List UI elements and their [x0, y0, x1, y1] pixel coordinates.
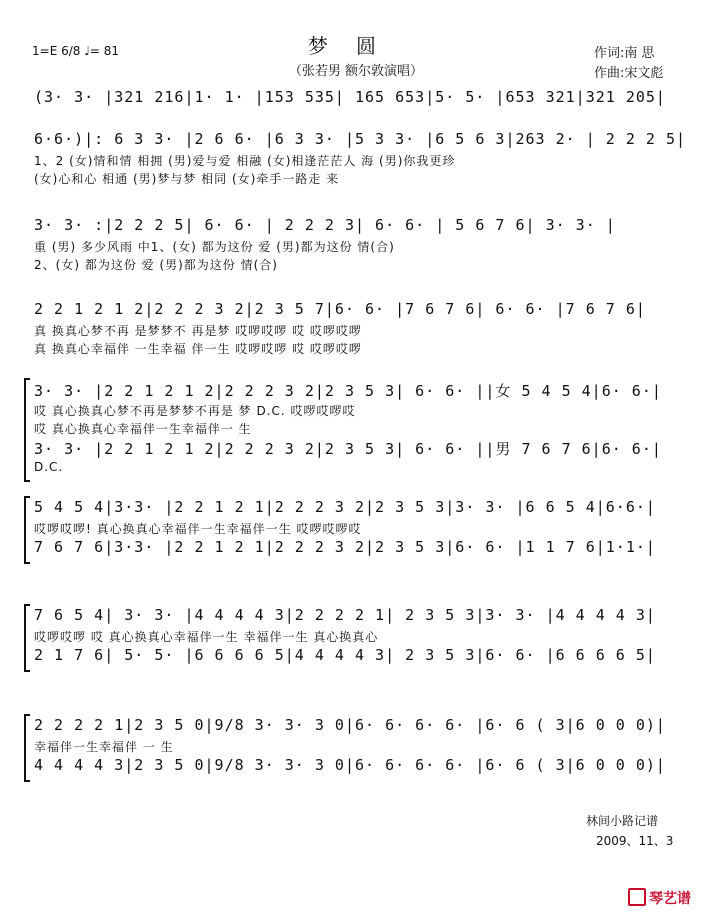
system-brace — [24, 604, 30, 672]
site-logo — [628, 888, 691, 908]
notation-line: 3· 3· |2 2 1 2 1 2|2 2 2 3 2|2 3 5 3| 6· 6· ||女 5 4 5 4|6· 6·| — [34, 382, 662, 400]
system-brace — [24, 496, 30, 564]
notation-line: 4 4 4 4 3|2 3 5 0|9/8 3· 3· 3 0|6· 6· 6· 6· |6· 6 ( 3|6 0 0 0)| — [34, 756, 666, 774]
system-brace — [24, 378, 30, 482]
notation-line: 2 2 2 2 1|2 3 5 0|9/8 3· 3· 3 0|6· 6· 6· 6· |6· 6 ( 3|6 0 0 0)| — [34, 716, 666, 734]
notation-line: 2 1 7 6| 5· 5· |6 6 6 6 5|4 4 4 4 3| 2 3 5 3|6· 6· |6 6 6 6 5| — [34, 646, 656, 664]
notation-line: 6·6·)|: 6 3 3· |2 6 6· |6 3 3· |5 3 3· |6 5 6 3|263 2· | 2 2 2 5| — [34, 130, 686, 148]
system-brace — [24, 714, 30, 782]
lyric-line: 真 换真心梦不再 是梦梦不 再是梦 哎啰哎啰 哎 哎啰哎啰 — [34, 324, 362, 338]
lyric-line: 1、2 (女)情和情 相拥 (男)爱与爱 相融 (女)相逢茫茫人 海 (男)你我更珍 — [34, 154, 456, 168]
lyric-line: 哎 真心换真心梦不再是梦梦不再是 梦 D.C. 哎啰哎啰哎 — [34, 404, 356, 418]
lyric-line: 幸福伴一生幸福伴 一 生 — [34, 740, 174, 754]
lyric-line: 哎啰哎啰! 真心换真心幸福伴一生幸福伴一生 哎啰哎啰哎 — [34, 522, 362, 536]
notation-line: (3· 3· |321 216|1· 1· |153 535| 165 653|5· 5· |653 321|321 205| — [34, 88, 666, 106]
lyricist-credit: 作词:南 思 — [594, 46, 655, 61]
notation-line: 3· 3· :|2 2 2 5| 6· 6· | 2 2 2 3| 6· 6· | 5 6 7 6| 3· 3· | — [34, 216, 616, 234]
key-signature: 1=E 6/8 ♩= 81 — [32, 44, 120, 58]
song-subtitle: （张若男 额尔敦演唱） — [288, 64, 424, 79]
notation-line: 2 2 1 2 1 2|2 2 2 3 2|2 3 5 7|6· 6· |7 6 7 6| 6· 6· |7 6 7 6| — [34, 300, 646, 318]
notation-line: 5 4 5 4|3·3· |2 2 1 2 1|2 2 2 3 2|2 3 5 3|3· 3· |6 6 5 4|6·6·| — [34, 498, 656, 516]
lyric-line: D.C. — [34, 460, 64, 474]
lyric-line: 哎 真心换真心幸福伴一生幸福伴一 生 — [34, 422, 252, 436]
notation-line: 7 6 7 6|3·3· |2 2 1 2 1|2 2 2 3 2|2 3 5 3|6· 6· |1 1 7 6|1·1·| — [34, 538, 656, 556]
lyric-line: 2、(女) 都为这份 爱 (男)都为这份 情(合) — [34, 258, 278, 272]
composer-credit: 作曲:宋文彪 — [594, 66, 664, 81]
transcription-date: 2009、11、3 — [596, 834, 674, 848]
logo-mark-icon — [628, 888, 646, 906]
lyric-line: 重 (男) 多少风雨 中1、(女) 都为这份 爱 (男)都为这份 情(合) — [34, 240, 395, 254]
lyric-line: 真 换真心幸福伴 一生幸福 伴一生 哎啰哎啰 哎 哎啰哎啰 — [34, 342, 362, 356]
notation-line: 7 6 5 4| 3· 3· |4 4 4 4 3|2 2 2 2 1| 2 3 5 3|3· 3· |4 4 4 4 3| — [34, 606, 656, 624]
song-title: 梦圆 — [308, 34, 404, 58]
lyric-line: 哎啰哎啰 哎 真心换真心幸福伴一生 幸福伴一生 真心换真心 — [34, 630, 379, 644]
logo-text: 琴艺谱 — [649, 891, 691, 907]
notation-line: 3· 3· |2 2 1 2 1 2|2 2 2 3 2|2 3 5 3| 6· 6· ||男 7 6 7 6|6· 6·| — [34, 440, 662, 458]
transcriber-credit: 林间小路记谱 — [586, 814, 659, 828]
lyric-line: (女)心和心 相通 (男)梦与梦 相同 (女)牵手一路走 来 — [34, 172, 340, 186]
